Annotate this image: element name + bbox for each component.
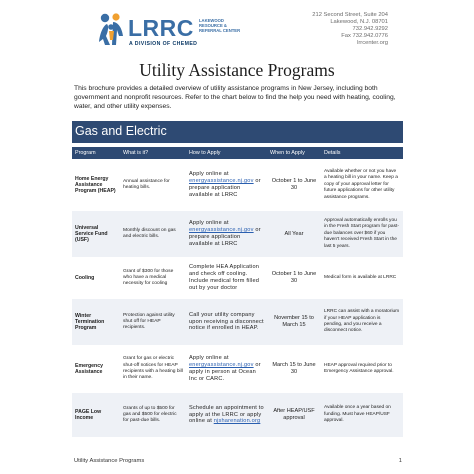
intro-paragraph: This brochure provides a detailed overview of utility assistance programs in New Jersey, including both government and nonprofit resources. Refer to the chart below to find the help you need with heating, cooling, water, and other utility expenses.	[74, 85, 396, 110]
program-cell: Winter Termination Program	[72, 299, 120, 345]
page-title: Utility Assistance Programs	[139, 60, 335, 80]
section-title: Gas and Electric	[75, 124, 167, 138]
what-cell: Protection against utility shut off for HEAP recipients.	[120, 299, 186, 345]
program-cell: Cooling	[72, 257, 120, 299]
lrrc-logo	[96, 12, 246, 52]
logo-wordmark: LRRC	[128, 15, 194, 41]
how-text: or prepare application available at LRRC	[189, 178, 261, 198]
when-cell: After HEAP/USF approval	[267, 393, 321, 437]
section-banner	[72, 121, 403, 143]
how-cell	[186, 299, 267, 345]
table-row	[72, 393, 403, 437]
apply-link[interactable]: njsharenation.org	[213, 418, 261, 425]
contact-address	[268, 12, 388, 47]
table-row	[72, 159, 403, 211]
how-text: or prepare application available at LRRC	[189, 227, 261, 247]
what-cell: Grant of $300 for those who have a medical necessity for cooling	[120, 257, 186, 299]
how-text: Schedule an appointment to apply at the LRRC or apply online at	[189, 404, 264, 425]
logo-org-name: LAKEWOOD RESOURCE & REFERRAL CENTER	[199, 18, 241, 33]
table-row	[72, 257, 403, 299]
footer-title: Utility Assistance Programs	[74, 458, 145, 464]
table-row	[72, 299, 403, 345]
when-cell: October 1 to June 30	[267, 159, 321, 211]
phone-line: 732.942.9292	[352, 26, 388, 32]
page-number: 1	[398, 458, 402, 464]
details-cell: HEAP approval required prior to Emergency Assistance approval.	[321, 345, 403, 393]
program-cell: Emergency Assistance	[72, 345, 120, 393]
how-cell	[186, 159, 267, 211]
details-cell: Available whether or not you have a heating bill in your name. Keep a copy of your approval letter for future applications for other utility assistance programs.	[321, 159, 403, 211]
when-cell: March 15 to June 30	[267, 345, 321, 393]
address-line: 212 Second Street, Suite 204	[312, 12, 388, 18]
how-text: or apply in person at Ocean Inc or CARC.	[189, 362, 261, 382]
column-header: When to Apply	[267, 147, 321, 159]
program-cell: Home Energy Assistance Program (HEAP)	[72, 159, 120, 211]
column-header: Program	[72, 147, 120, 159]
column-header: How to Apply	[186, 147, 267, 159]
how-text: Apply online at	[189, 355, 229, 362]
what-cell: Monthly discount on gas and electric bills.	[120, 211, 186, 257]
apply-link[interactable]: energyassistance.nj.gov	[189, 227, 254, 234]
fax-line: Fax 732.942.0776	[341, 33, 388, 39]
details-cell: LRRC can assist with a moratorium if your HEAP application is pending, and you receive a disconnect notice.	[321, 299, 403, 345]
details-cell: Available once a year based on funding. Must have HEAP/USF approval.	[321, 393, 403, 437]
how-cell	[186, 211, 267, 257]
how-text: Apply online at	[189, 171, 229, 178]
program-cell: Universal Service Fund (USF)	[72, 211, 120, 257]
how-cell	[186, 393, 267, 437]
when-cell: November 15 to March 15	[267, 299, 321, 345]
family-figures-icon	[96, 12, 126, 46]
what-cell: Annual assistance for heating bills.	[120, 159, 186, 211]
details-cell: Medical form is available at LRRC	[321, 257, 403, 299]
program-cell: PAGE Low Income	[72, 393, 120, 437]
what-cell: Grants of up to $500 for gas and $500 for electric for past-due bills.	[120, 393, 186, 437]
table-row	[72, 211, 403, 257]
apply-link[interactable]: energyassistance.nj.gov	[189, 362, 254, 369]
what-cell: Grant for gas or electric shut-off notices for HEAP recipients with a heating bill in their name.	[120, 345, 186, 393]
how-text: Apply online at	[189, 220, 229, 227]
programs-table	[72, 147, 403, 437]
how-text: Call your utility company upon receiving a disconnect notice if enrolled in HEAP.	[189, 311, 264, 332]
website-line: lrrcenter.org	[357, 40, 388, 46]
when-cell: All Year	[267, 211, 321, 257]
column-header: Details	[321, 147, 403, 159]
table-header-row	[72, 147, 403, 159]
when-cell: October 1 to June 30	[267, 257, 321, 299]
address-line: Lakewood, N.J. 08701	[330, 19, 388, 25]
how-text: Complete HEA Application and check off cooling. Include medical form filled out by your doctor	[189, 264, 260, 291]
details-cell: Approval automatically enrolls you in the Fresh Start program for past-due balances over $60 if you haven't received Fresh Start in the last 5 years.	[321, 211, 403, 257]
column-header: What is it?	[120, 147, 186, 159]
how-cell	[186, 345, 267, 393]
apply-link[interactable]: energyassistance.nj.gov	[189, 178, 254, 185]
how-cell	[186, 257, 267, 299]
table-row	[72, 345, 403, 393]
logo-tagline: A DIVISION OF CHEMED	[129, 41, 198, 47]
